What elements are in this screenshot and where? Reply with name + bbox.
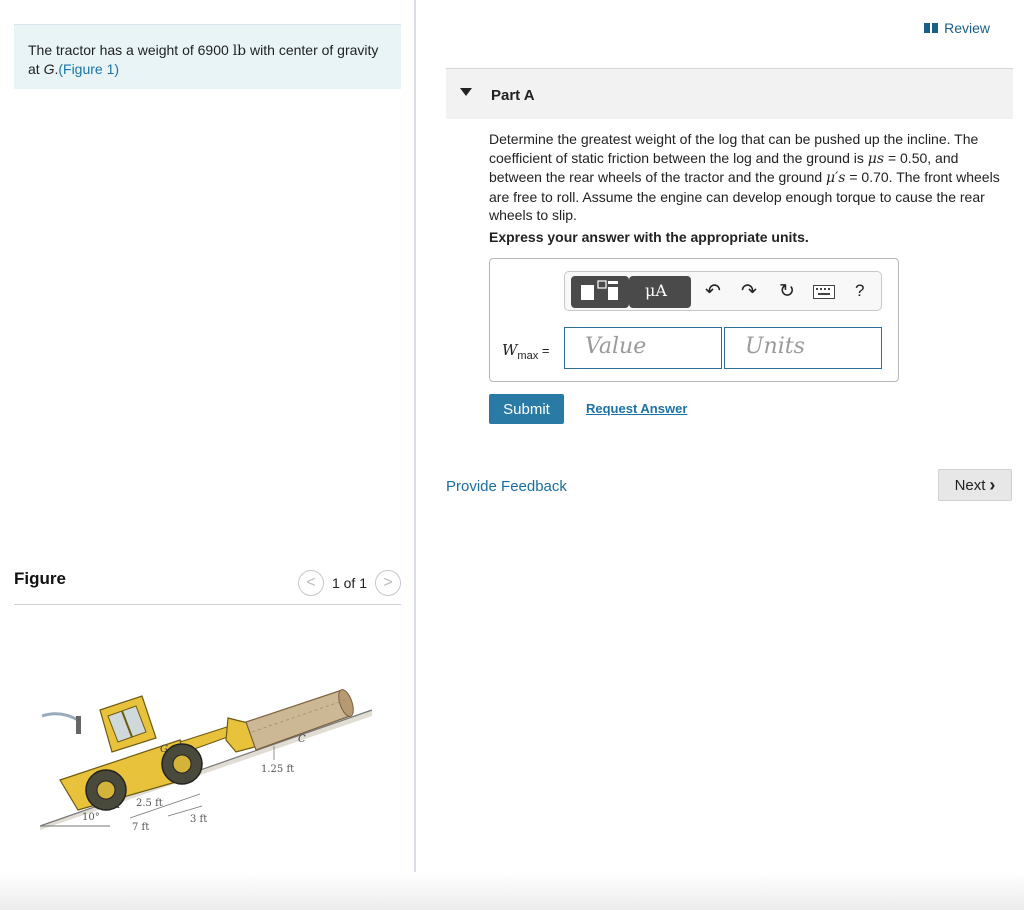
weight-unit: lb bbox=[232, 43, 247, 59]
problem-intro bbox=[14, 24, 401, 89]
next-label: Next bbox=[954, 476, 986, 494]
figure-header bbox=[14, 566, 401, 605]
help-icon[interactable]: ? bbox=[855, 281, 865, 300]
review-link[interactable] bbox=[924, 20, 990, 36]
intro-text: The tractor has a weight of 6900 bbox=[28, 42, 233, 58]
value-input[interactable]: Value bbox=[564, 327, 722, 369]
figure-link[interactable]: (Figure 1) bbox=[58, 61, 120, 77]
templates-icon bbox=[571, 276, 629, 308]
chevron-right-icon: > bbox=[383, 574, 393, 591]
wmax-symbol: W bbox=[502, 341, 518, 359]
label-25ft: 2.5 ft bbox=[136, 798, 163, 809]
label-7ft: 7 ft bbox=[132, 822, 150, 833]
provide-feedback-link[interactable]: Provide Feedback bbox=[446, 478, 567, 495]
label-c: C bbox=[298, 734, 306, 745]
label-125ft: 1.25 ft bbox=[261, 764, 295, 775]
pager-count: 1 of 1 bbox=[331, 575, 367, 591]
problem-statement bbox=[489, 130, 1011, 225]
problem-text-2: = 0.50, and between the rear wheels of the tractor and the ground bbox=[489, 149, 959, 185]
keyboard-icon[interactable] bbox=[813, 285, 835, 304]
rear-hub bbox=[97, 781, 115, 799]
bottom-fade bbox=[0, 872, 1024, 910]
units-symbol: μA bbox=[645, 281, 667, 300]
problem-text-1: Determine the greatest weight of the log that can be pushed up the incline. The coefficient of static friction between the log and the ground is bbox=[489, 131, 979, 166]
problem-text-3: = 0.70. The front wheels are free to roll. Assume the engine can develop enough torque to cause the rear wheels to slip. bbox=[489, 169, 1000, 223]
units-input[interactable]: Units bbox=[724, 327, 882, 369]
caret-down-icon bbox=[460, 88, 472, 96]
exhaust-pipe bbox=[76, 716, 81, 734]
intro-text-2: with center of gravity at bbox=[28, 42, 379, 77]
label-a: A bbox=[113, 800, 121, 811]
figure-title: Figure bbox=[14, 569, 66, 588]
submit-button[interactable]: Submit bbox=[489, 394, 564, 424]
left-panel bbox=[0, 0, 414, 910]
label-b: B bbox=[184, 774, 192, 785]
chevron-right-icon: › bbox=[989, 474, 996, 495]
math-toolbar bbox=[564, 271, 882, 311]
keyboard-svg bbox=[813, 285, 835, 299]
answer-inputs bbox=[490, 327, 898, 369]
wmax-subscript: max bbox=[517, 350, 539, 362]
reset-icon[interactable]: ↻ bbox=[779, 281, 795, 302]
next-button[interactable] bbox=[938, 469, 1012, 501]
redo-icon[interactable]: ↷ bbox=[741, 281, 757, 302]
mu-s-symbol: μs bbox=[867, 150, 885, 167]
review-label: Review bbox=[944, 20, 990, 36]
wmax-equals: = bbox=[538, 343, 550, 358]
chevron-left-icon: < bbox=[306, 574, 316, 591]
front-hub bbox=[173, 755, 191, 773]
part-a-header[interactable] bbox=[446, 69, 1013, 119]
exhaust-smoke bbox=[42, 714, 78, 720]
intro-dot: . bbox=[54, 61, 59, 77]
answer-box bbox=[489, 258, 899, 382]
express-instruction: Express your answer with the appropriate units. bbox=[489, 229, 809, 245]
templates-button[interactable] bbox=[571, 276, 629, 308]
wmax-label bbox=[502, 341, 549, 362]
units-button[interactable] bbox=[629, 276, 691, 308]
label-angle: 10° bbox=[82, 812, 100, 823]
next-figure-button[interactable] bbox=[375, 570, 401, 596]
book-icon bbox=[924, 23, 938, 33]
undo-icon[interactable]: ↶ bbox=[705, 281, 721, 302]
request-answer-link[interactable]: Request Answer bbox=[586, 401, 688, 416]
label-g: G bbox=[160, 744, 168, 755]
right-panel bbox=[416, 0, 1024, 910]
part-title: Part A bbox=[491, 87, 535, 104]
g-symbol: G bbox=[43, 61, 55, 77]
tractor-figure bbox=[30, 660, 380, 850]
mu-s-prime-symbol: μ′s bbox=[826, 170, 846, 186]
figure-pager bbox=[298, 570, 401, 596]
label-3ft: 3 ft bbox=[190, 814, 208, 825]
prev-figure-button[interactable] bbox=[298, 570, 324, 596]
incline-surface bbox=[40, 710, 372, 826]
